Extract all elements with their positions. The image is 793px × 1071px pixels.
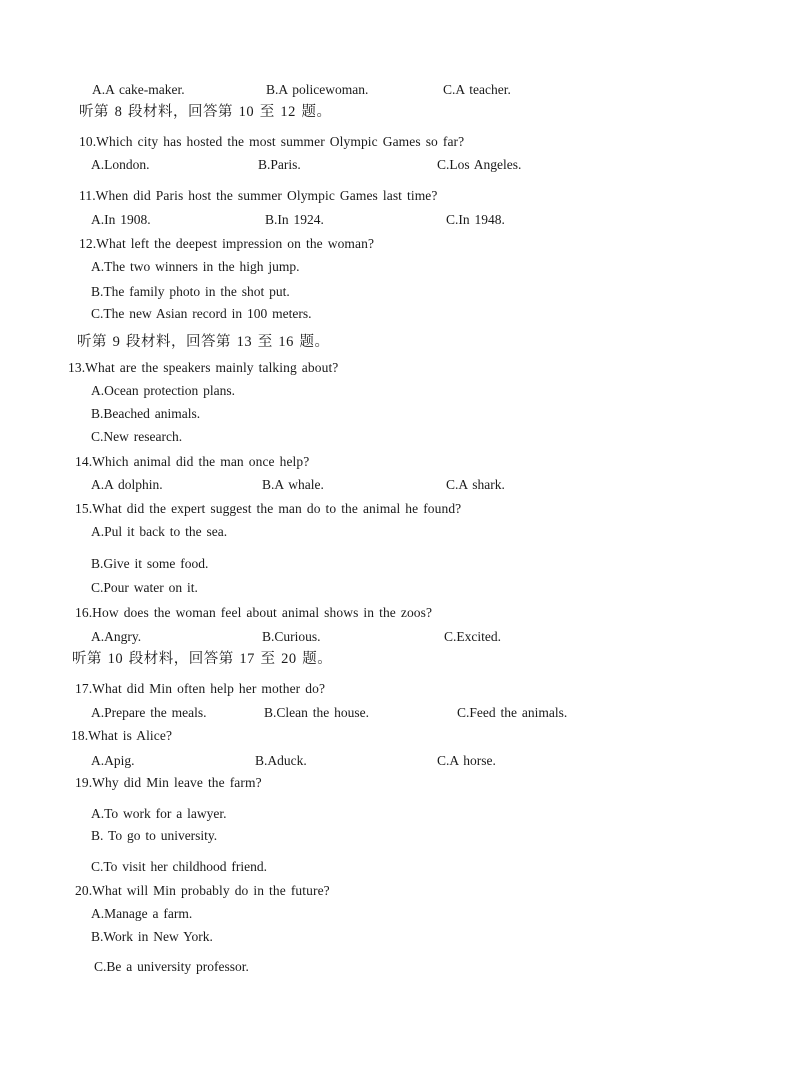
q20-option-c: C.Be a university professor.	[94, 959, 249, 974]
q15-option-b: B.Give it some food.	[91, 556, 209, 571]
q14-option-b: B.A whale.	[262, 477, 324, 492]
q19-option-b: B. To go to university.	[91, 828, 218, 843]
q12-option-a: A.The two winners in the high jump.	[91, 259, 300, 274]
q16-option-c: C.Excited.	[444, 629, 501, 644]
q12-option-b: B.The family photo in the shot put.	[91, 284, 290, 299]
section-9-heading: 听第 9 段材料，回答第 13 至 16 题。	[77, 334, 330, 350]
q17-option-c: C.Feed the animals.	[457, 705, 568, 720]
question-13: 13.What are the speakers mainly talking about?	[68, 360, 339, 375]
question-16: 16.How does the woman feel about animal shows in the zoos?	[75, 605, 433, 620]
question-19: 19.Why did Min leave the farm?	[75, 775, 262, 790]
question-11: 11.When did Paris host the summer Olympic Games last time?	[79, 188, 438, 203]
q19-option-c: C.To visit her childhood friend.	[91, 859, 268, 874]
q15-option-a: A.Pul it back to the sea.	[91, 524, 228, 539]
q13-option-a: A.Ocean protection plans.	[91, 383, 235, 398]
q10-option-c: C.Los Angeles.	[437, 157, 522, 172]
q12-option-c: C.The new Asian record in 100 meters.	[91, 306, 312, 321]
q16-option-a: A.Angry.	[91, 629, 142, 644]
q20-option-b: B.Work in New York.	[91, 929, 213, 944]
q13-option-c: C.New research.	[91, 429, 183, 444]
q18-option-c: C.A horse.	[437, 753, 496, 768]
q19-option-a: A.To work for a lawyer.	[91, 806, 227, 821]
question-18: 18.What is Alice?	[71, 728, 173, 743]
q16-option-b: B.Curious.	[262, 629, 321, 644]
q13-option-b: B.Beached animals.	[91, 406, 201, 421]
q18-option-b: B.Aduck.	[255, 753, 307, 768]
q9-option-b: B.A policewoman.	[266, 82, 369, 97]
q15-option-c: C.Pour water on it.	[91, 580, 198, 595]
q20-option-a: A.Manage a farm.	[91, 906, 193, 921]
q17-option-b: B.Clean the house.	[264, 705, 369, 720]
q11-option-b: B.In 1924.	[265, 212, 324, 227]
q11-option-c: C.In 1948.	[446, 212, 505, 227]
question-15: 15.What did the expert suggest the man do to the animal he found?	[75, 501, 462, 516]
question-14: 14.Which animal did the man once help?	[75, 454, 310, 469]
question-17: 17.What did Min often help her mother do?	[75, 681, 326, 696]
q10-option-a: A.London.	[91, 157, 150, 172]
q17-option-a: A.Prepare the meals.	[91, 705, 207, 720]
question-20: 20.What will Min probably do in the future?	[75, 883, 330, 898]
q11-option-a: A.In 1908.	[91, 212, 151, 227]
section-8-heading: 听第 8 段材料，回答第 10 至 12 题。	[79, 104, 332, 120]
q14-option-c: C.A shark.	[446, 477, 505, 492]
q9-option-c: C.A teacher.	[443, 82, 511, 97]
q9-option-a: A.A cake-maker.	[92, 82, 185, 97]
question-12: 12.What left the deepest impression on the woman?	[79, 236, 375, 251]
q10-option-b: B.Paris.	[258, 157, 301, 172]
section-10-heading: 听第 10 段材料，回答第 17 至 20 题。	[72, 651, 333, 667]
q18-option-a: A.Apig.	[91, 753, 135, 768]
question-10: 10.Which city has hosted the most summer Olympic Games so far?	[79, 134, 465, 149]
q14-option-a: A.A dolphin.	[91, 477, 163, 492]
